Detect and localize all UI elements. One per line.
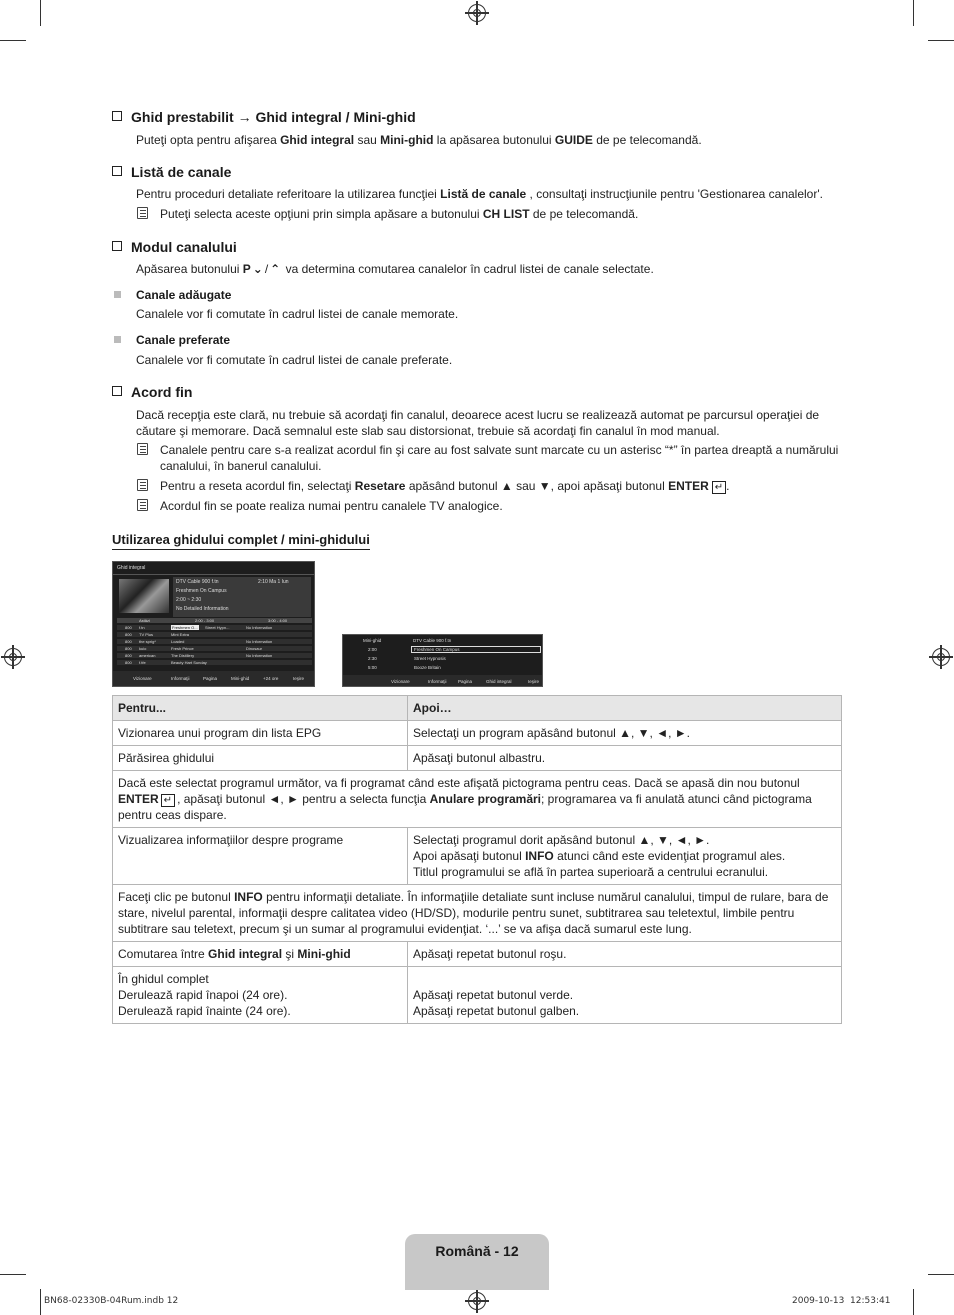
tv-guide-title: Ghid integral <box>117 565 146 571</box>
table-cell: Selectaţi un program apăsând butonul ▲, ▼, ◄, ►. <box>408 721 842 746</box>
table-cell: Apăsaţi butonul albastru. <box>408 746 842 771</box>
subitem-title: Canale preferate <box>136 333 231 347</box>
tv-info: No Detailed Information <box>176 606 229 612</box>
table-row <box>113 885 842 942</box>
file-info: BN68-02330B-04Rum.indb 12 <box>44 1296 179 1306</box>
checkbox-bullet-icon <box>112 111 122 121</box>
crop-mark <box>40 1289 41 1315</box>
tv-legend-item: Vizionare <box>133 676 152 681</box>
table-row <box>113 746 842 771</box>
tv-legend-item: Ghid integral <box>486 679 512 684</box>
crop-mark <box>913 0 914 26</box>
tv-row-prog3: No Information <box>246 653 273 658</box>
tv-mini-program: Freshmen On Campus <box>414 647 460 652</box>
guide-usage-table <box>112 695 842 1024</box>
enter-icon: ↵ <box>161 794 175 807</box>
table-header-row <box>113 696 842 721</box>
tv-mini-time: 2:30 <box>368 656 377 661</box>
checkbox-bullet-icon <box>112 241 122 251</box>
tv-legend <box>113 671 315 687</box>
note-icon <box>137 207 148 219</box>
checkbox-bullet-icon <box>112 386 122 396</box>
table-row <box>113 942 842 967</box>
tv-legend-item: Informaţii <box>428 679 447 684</box>
table-row <box>113 721 842 746</box>
tv-row-channel: f.tn <box>139 625 145 630</box>
tv-legend-item: Ieşire <box>293 676 305 681</box>
tv-row-prog: Fresh Prince <box>171 646 194 651</box>
print-date: 2009-10-13 ￼￼ 12:53:41 <box>792 1296 891 1306</box>
tv-mini-guide-screenshot <box>342 634 543 687</box>
tv-row-num: 800 <box>125 646 132 651</box>
tv-channel: DTV Cable 900 f.tn <box>176 579 219 585</box>
paragraph-acord: Dacă recepţia este clară, nu trebuie să acordaţi fin canalul, deoarece acest lucru se realizează automat pe parcursul operaţiei de căutare şi memorare. Dacă semnalul este slab sau distorsionat, trebuie să acordaţi fin canalul în mod manual. <box>136 408 820 438</box>
crop-mark <box>928 1274 954 1275</box>
tv-time: 2:10 Ma 1 Iun <box>258 579 289 585</box>
tv-row-channel: the sprig* <box>139 639 156 644</box>
tv-row-prog: The Distillery <box>171 653 195 658</box>
table-cell: Apăsaţi repetat butonul roşu. <box>408 942 842 967</box>
subitem-text: Canalele vor fi comutate în cadrul listei de canale memorate. <box>136 307 459 321</box>
note-icon <box>137 479 148 491</box>
tv-row-channel: f.tfe <box>139 660 146 665</box>
note-acord-3: Acordul fin se poate realiza numai pentru canalele TV analogice. <box>160 499 503 513</box>
note-acord-1: Canalele pentru care s-a realizat acordul fin şi care au fost salvate sunt marcate cu un asterisc “*” în partea dreaptă a numărului canalului, în banerul canalului. <box>160 443 839 473</box>
page-number: Română - 12 <box>435 1243 519 1259</box>
tv-full-guide-screenshot <box>112 561 315 687</box>
paragraph-modul: Apăsarea butonului P ⌄ / ⌃ va determina comutarea canalelor în cadrul listei de canale selectate. <box>136 262 654 276</box>
note-acord-2: Pentru a reseta acordul fin, selectaţi Resetare apăsând butonul ▲ sau ▼, apoi apăsaţi butonul ENTER ↵ . <box>160 479 730 493</box>
subheading-ghid: Utilizarea ghidului complet / mini-ghidului <box>112 532 370 550</box>
note-icon <box>137 443 148 455</box>
registration-mark-icon <box>4 648 22 666</box>
tv-legend-item: Ieşire <box>528 679 540 684</box>
chevron-up-icon: ⌃ <box>270 262 281 276</box>
table-cell: Faceţi clic pe butonul INFO pentru informaţii detaliate. În informaţiile detaliate sunt incluse numărul canalului, timpul de rulare, bara de stare, nivelul parental, informaţii despre calitatea video (HD/SD), modurile pentru sunet, subtitrarea sau teletextul, limbile pentru subtitrare sau teletext, precum şi un sumar al programului evidenţiat. ‘...’ se va afişa dacă sumarul este lung. <box>113 885 842 942</box>
registration-mark-icon <box>468 4 486 22</box>
table-cell: Dacă este selectat programul următor, va fi programat când este afişată pictograma pentru ceas. Dacă se apasă din nou butonul ENTER ↵ , apăsaţi butonul ◄, ► pentru a selecta funcţia Anulare programări; programarea va fi anulată atunci când pictograma pentru ceas dispare. <box>113 771 842 828</box>
tv-mini-legend <box>343 675 543 687</box>
subitem-title: Canale adăugate <box>136 288 232 302</box>
note-icon <box>137 499 148 511</box>
tv-row-channel: TV Plus <box>139 632 154 637</box>
tv-slot-1: 2:00 - 3:00 <box>195 618 215 623</box>
crop-mark <box>928 40 954 41</box>
tv-legend-item: +24 ore <box>263 676 279 681</box>
tv-row-num: 800 <box>125 660 132 665</box>
tv-program: Freshmen On Campus <box>176 588 227 594</box>
tv-row-num: 800 <box>125 639 132 644</box>
tv-mini-time: 5:00 <box>368 665 377 670</box>
table-cell: Vizionarea unui program din lista EPG <box>113 721 408 746</box>
table-cell: Comutarea între Ghid integral şi Mini-ghid <box>113 942 408 967</box>
tv-slot-2: 3:00 - 4:00 <box>268 618 288 623</box>
tv-legend-item: Mini-ghid <box>231 676 250 681</box>
tv-row-num: 800 <box>125 653 132 658</box>
tv-now: Astăzi <box>139 618 150 623</box>
tv-mini-title: Mini-ghid <box>363 638 382 643</box>
table-row <box>113 967 842 1024</box>
tv-row-prog: Mint Extra <box>171 632 190 637</box>
table-header-cell: Apoi… <box>408 696 842 721</box>
tv-mini-program: Booze Britain <box>414 665 441 670</box>
crop-mark <box>0 1274 26 1275</box>
square-bullet-icon <box>114 336 121 343</box>
tv-legend-item: Vizionare <box>391 679 410 684</box>
checkbox-bullet-icon <box>112 166 122 176</box>
tv-slot: 2:00 ~ 2:30 <box>176 597 202 603</box>
section-title-ghid: Ghid prestabilit → Ghid integral / Mini-ghid <box>112 109 416 125</box>
tv-mini-time: 2:00 <box>368 647 377 652</box>
tv-row-prog: Beauty Hart Sunday <box>171 660 207 665</box>
table-cell: În ghidul complet Derulează rapid înapoi (24 ore). Derulează rapid înainte (24 ore). <box>113 967 408 1024</box>
tv-mini-channel: DTV Cable 900 f.tn <box>413 638 452 643</box>
tv-legend-item: Pagina <box>203 676 218 681</box>
tv-row-prog: Freshmen O... <box>172 625 198 630</box>
table-cell: Apăsaţi repetat butonul verde. Apăsaţi repetat butonul galben. <box>408 967 842 1024</box>
tv-row-prog3: No Information <box>246 639 273 644</box>
section-title-modul: Modul canalului <box>112 239 237 255</box>
table-row <box>113 828 842 885</box>
tv-row-prog3: No Information <box>246 625 273 630</box>
paragraph-ghid: Puteţi opta pentru afişarea Ghid integral sau Mini-ghid la apăsarea butonului GUIDE de pe telecomandă. <box>136 133 702 147</box>
registration-mark-icon <box>932 648 950 666</box>
crop-mark <box>0 40 26 41</box>
table-header-cell: Pentru... <box>113 696 408 721</box>
paragraph-lista: Pentru proceduri detaliate referitoare la utilizarea funcţiei Listă de canale , consultaţi instrucţiunile pentru 'Gestionarea canalelor'. <box>136 187 823 201</box>
table-cell: Vizualizarea informaţiilor despre programe <box>113 828 408 885</box>
chevron-down-icon: ⌄ <box>252 262 263 276</box>
note-lista: Puteţi selecta aceste opţiuni prin simpla apăsare a butonului CH LIST de pe telecomandă. <box>160 207 639 221</box>
table-row <box>113 771 842 828</box>
tv-mini-program: Street Hypnosis <box>414 656 446 661</box>
square-bullet-icon <box>114 291 121 298</box>
tv-legend-item: Pagina <box>458 679 473 684</box>
tv-row-channel: kuio <box>139 646 147 651</box>
section-title-lista: Listă de canale <box>112 164 231 180</box>
crop-mark <box>913 1289 914 1315</box>
table-cell: Părăsirea ghidului <box>113 746 408 771</box>
registration-mark-icon <box>468 1292 486 1310</box>
tv-legend-item: Informaţii <box>171 676 190 681</box>
tv-row-prog3: Dinosaur <box>246 646 263 651</box>
tv-row-num: 800 <box>125 632 132 637</box>
tv-row-num: 800 <box>125 625 132 630</box>
tv-row-prog2: Street Hypn... <box>205 625 230 630</box>
subitem-text: Canalele vor fi comutate în cadrul listei de canale preferate. <box>136 353 453 367</box>
crop-mark <box>40 0 41 26</box>
tv-preview-image <box>119 579 169 613</box>
section-title-acord: Acord fin <box>112 384 192 400</box>
tv-row-channel: american <box>139 653 156 658</box>
tv-row-prog: Loaded <box>171 639 185 644</box>
table-cell: Selectaţi programul dorit apăsând butonul ▲, ▼, ◄, ►. Apoi apăsaţi butonul INFO atunci când este evidenţiat programul ales. Titlul programului se află în partea superioară a centrului ecranului. <box>408 828 842 885</box>
enter-icon: ↵ <box>712 481 726 494</box>
